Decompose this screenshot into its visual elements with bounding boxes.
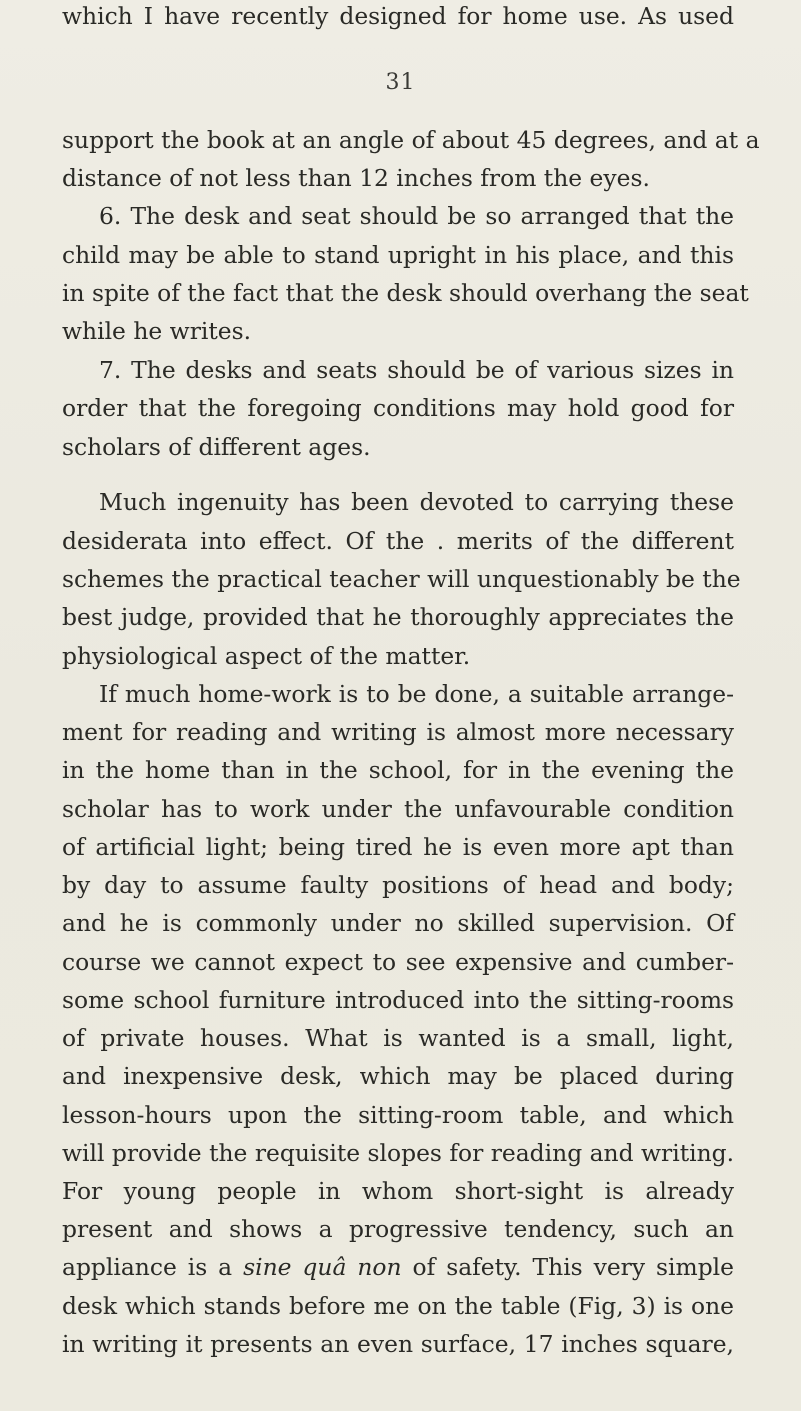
text-line: some school furniture introduced into the sitting-rooms [62,986,734,1014]
text-fragment: of safety. This very simple [401,1253,734,1281]
text-line: by day to assume faulty positions of head and body; [62,871,734,899]
text-line [62,1251,734,1283]
text-line: physiological aspect of the matter. [62,642,471,670]
list-item-7: 7. The desks and seats should be of various sizes in [99,356,734,384]
text-line: and he is commonly under no skilled supervision. Of [62,909,734,937]
text-line: schemes the practical teacher will unquestionably be the [62,565,741,593]
text-line: best judge, provided that he thoroughly appreciates the [62,603,734,631]
text-line: desiderata into effect. Of the . merits of the different [62,527,734,555]
text-line: while he writes. [62,317,252,345]
text-line: in writing it presents an even surface, 17 inches square, [62,1330,734,1358]
text-line: scholars of different ages. [62,433,371,461]
text-line: will provide the requisite slopes for reading and writing. [62,1139,735,1167]
text-line: and inexpensive desk, which may be placed during [62,1062,734,1090]
text-line: of private houses. What is wanted is a small, light, [62,1024,734,1052]
text-line: course we cannot expect to see expensive and cumber- [62,948,734,976]
text-line: which I have recently designed for home use. As used [62,2,734,30]
text-line: scholar has to work under the unfavourable condition [62,795,734,823]
text-line: desk which stands before me on the table (Fig, 3) is one [62,1292,734,1320]
latin-phrase: sine quâ non [243,1253,402,1281]
text-line: distance of not less than 12 inches from the eyes. [62,164,650,192]
list-item-6: 6. The desk and seat should be so arranged that the [99,202,734,230]
text-line: present and shows a progressive tendency, such an [62,1215,734,1243]
text-fragment: appliance is a [62,1253,244,1281]
text-line: of artificial light; being tired he is even more apt than [62,833,734,861]
text-line: For young people in whom short-sight is already [62,1177,734,1205]
text-line: ment for reading and writing is almost more necessary [62,718,734,746]
text-line: support the book at an angle of about 45 degrees, and at a [62,126,760,154]
paragraph-start: If much home-work is to be done, a suitable arrange- [99,680,734,708]
text-line: lesson-hours upon the sitting-room table, and which [62,1101,734,1129]
text-line: in spite of the fact that the desk should overhang the seat [62,279,749,307]
text-line: in the home than in the school, for in the evening the [62,756,734,784]
text-line: child may be able to stand upright in his place, and this [62,241,734,269]
text-line: order that the foregoing conditions may hold good for [62,394,734,422]
page-number: 31 [385,70,416,95]
paragraph-start: Much ingenuity has been devoted to carrying these [99,488,734,516]
